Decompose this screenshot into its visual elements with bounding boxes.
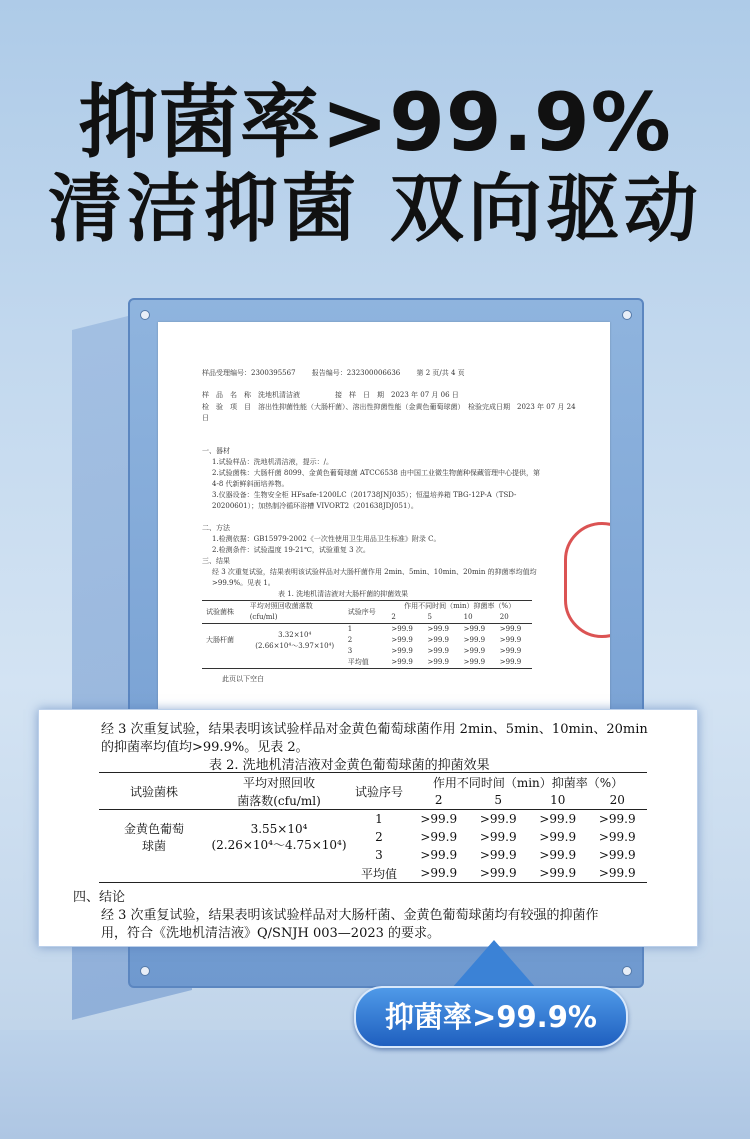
table-cell: >99.9 [499,658,522,666]
table-header: 试验序号 [354,784,403,799]
time-header: 10 [463,613,473,621]
table-cell: >99.9 [598,812,636,826]
report-line: 经 3 次重复试验，结果表明该试验样品对大肠杆菌作用 2min、5min、10min、20min 的抑菌率均值均>99.9%。见表 1。 [212,568,537,587]
table-cell: >99.9 [463,625,486,633]
red-seal-stamp [564,522,610,638]
table-cell: >99.9 [479,812,517,826]
table-cell: >99.9 [598,830,636,844]
zoom-paragraph: 经 3 次重复试验，结果表明该试验样品对金黄色葡萄球菌作用 2min、5min、10min、20min [101,722,648,737]
table-cell: >99.9 [463,658,486,666]
table-cell: >99.9 [598,866,636,880]
table-header: 试验菌株 [129,784,178,799]
section-title: 一、器材 [202,447,230,455]
table-header: 试验序号 [347,607,376,616]
table-cell: >99.9 [479,866,517,880]
table-cell: >99.9 [391,636,413,644]
table-header: 平均对照回收 [242,775,315,790]
table-cell: >99.9 [427,658,449,666]
table-cell: 平均值 [347,658,369,666]
table-cell: >99.9 [420,830,458,844]
zoomed-result-panel [38,709,698,947]
table-cell: >99.9 [427,636,449,644]
section-title: 三、结果 [202,557,230,565]
report-line: 1.试验样品：洗地机清洁液，提示：/。 [212,458,334,466]
table-cell: 平均值 [360,866,397,881]
table-cell: >99.9 [420,848,458,862]
table-cell: 2 [347,636,353,644]
table-cell: >99.9 [539,830,577,844]
table-caption: 表 2. 洗地机清洁液对金黄色葡萄球菌的抑菌效果 [209,758,490,773]
time-header: 10 [550,793,566,807]
time-header: 5 [427,613,432,621]
time-header: 20 [499,613,509,621]
table-cell: 1 [347,625,353,633]
control-range: (2.26×10⁴～4.75×10⁴) [211,837,347,852]
section-title: 二、方法 [202,524,230,532]
section-title: 四、结论 [73,890,126,905]
table-cell: 3 [347,647,353,655]
end-note: 此页以下空白 [222,675,264,683]
strain-name: 球菌 [141,839,166,853]
result-badge: 抑菌率>99.9% [354,986,628,1048]
screw-icon [140,966,150,976]
conclusion-text: 用，符合《洗地机清洁液》Q/SNJH 003—2023 的要求。 [101,926,441,941]
info-row: 检 验 项 目 溶出性抑菌性能（大肠杆菌）、溶出性抑菌性能（金黄色葡萄球菌） 检验完成日期 2023 年 07 月 24 日 [202,403,576,422]
table-cell: >99.9 [391,647,413,655]
small-result-table [202,600,532,669]
table-header: 作用不同时间（min）抑菌率（%） [432,775,624,790]
table-cell: >99.9 [499,647,522,655]
table-cell: (2.66×10⁴～3.97×10⁴) [255,641,335,650]
table-cell: 2 [375,830,383,844]
report-line: 3.仪器设备：生物安全柜 HFsafe-1200LC（201738JNJ035）；恒温培养箱 TBG-12P-A（TSD-20200601）；加热制冷循环浴槽 VIVORT2（201638JDJ051）。 [212,491,517,510]
time-header: 5 [494,793,503,807]
table-cell: >99.9 [539,848,577,862]
table-cell: >99.9 [391,625,413,633]
table-cell: >99.9 [420,812,458,826]
table-cell: >99.9 [499,636,522,644]
strain-name: 金黄色葡萄 [123,822,184,836]
screw-icon [622,966,632,976]
table-cell: >99.9 [391,658,413,666]
sample-no: 样品受理编号：2300395567 [202,369,296,377]
report-line: 2.试验菌株：大肠杆菌 8099、金黄色葡萄球菌 ATCC6538 由中国工业微生物菌种保藏管理中心提供，第 4-8 代新鲜斜面培养物。 [212,469,541,488]
report-line: 1.检测依据：GB15979-2002《一次性使用卫生用品卫生标准》附录 C。 [212,535,441,543]
screw-icon [622,310,632,320]
headline-line2: 清洁抑菌 双向驱动 [48,166,702,252]
headline-line1: 抑菌率>99.9% [78,76,672,169]
table-cell: >99.9 [539,812,577,826]
table-cell: >99.9 [420,866,458,880]
callout-pointer [452,940,536,988]
table-cell: 3 [375,848,383,862]
table-cell: >99.9 [479,848,517,862]
table-cell: >99.9 [598,848,636,862]
zoom-paragraph: 的抑菌率均值均>99.9%。见表 2。 [101,740,309,755]
table-header: 试验菌株 [206,607,234,616]
table-cell: >99.9 [427,647,449,655]
table-cell: >99.9 [463,636,486,644]
time-header: 2 [434,793,443,807]
table-cell: 3.32×10⁴ [278,630,312,639]
info-row: 样 品 名 称 洗地机清洁液 接 样 日 期 2023 年 07 月 06 日 [202,391,459,399]
table-header: 平均对照回收菌落数(cfu/ml) [249,602,313,621]
table-cell: >99.9 [427,625,449,633]
table-header: 菌落数(cfu/ml) [237,793,321,808]
page-no: 第 2 页/共 4 页 [416,369,465,377]
result-table [99,772,647,883]
report-line: 2.检测条件：试验温度 19-21℃，试验重复 3 次。 [212,546,370,554]
screw-icon [140,310,150,320]
time-header: 20 [609,793,625,807]
time-header: 2 [391,613,396,621]
report-no: 报告编号：232300006636 [311,369,401,377]
table-cell: >99.9 [539,866,577,880]
table-header: 作用不同时间（min）抑菌率（%） [404,602,516,610]
table-cell: 1 [375,812,383,826]
table-caption: 表 1. 洗地机清洁液对大肠杆菌的抑菌效果 [278,590,409,598]
table-cell: >99.9 [463,647,486,655]
control-count: 3.55×10⁴ [250,821,308,836]
table-cell: >99.9 [479,830,517,844]
table-cell: 大肠杆菌 [206,636,234,644]
table-cell: >99.9 [499,625,522,633]
conclusion-text: 经 3 次重复试验，结果表明该试验样品对大肠杆菌、金黄色葡萄球菌均有较强的抑菌作 [101,908,599,923]
